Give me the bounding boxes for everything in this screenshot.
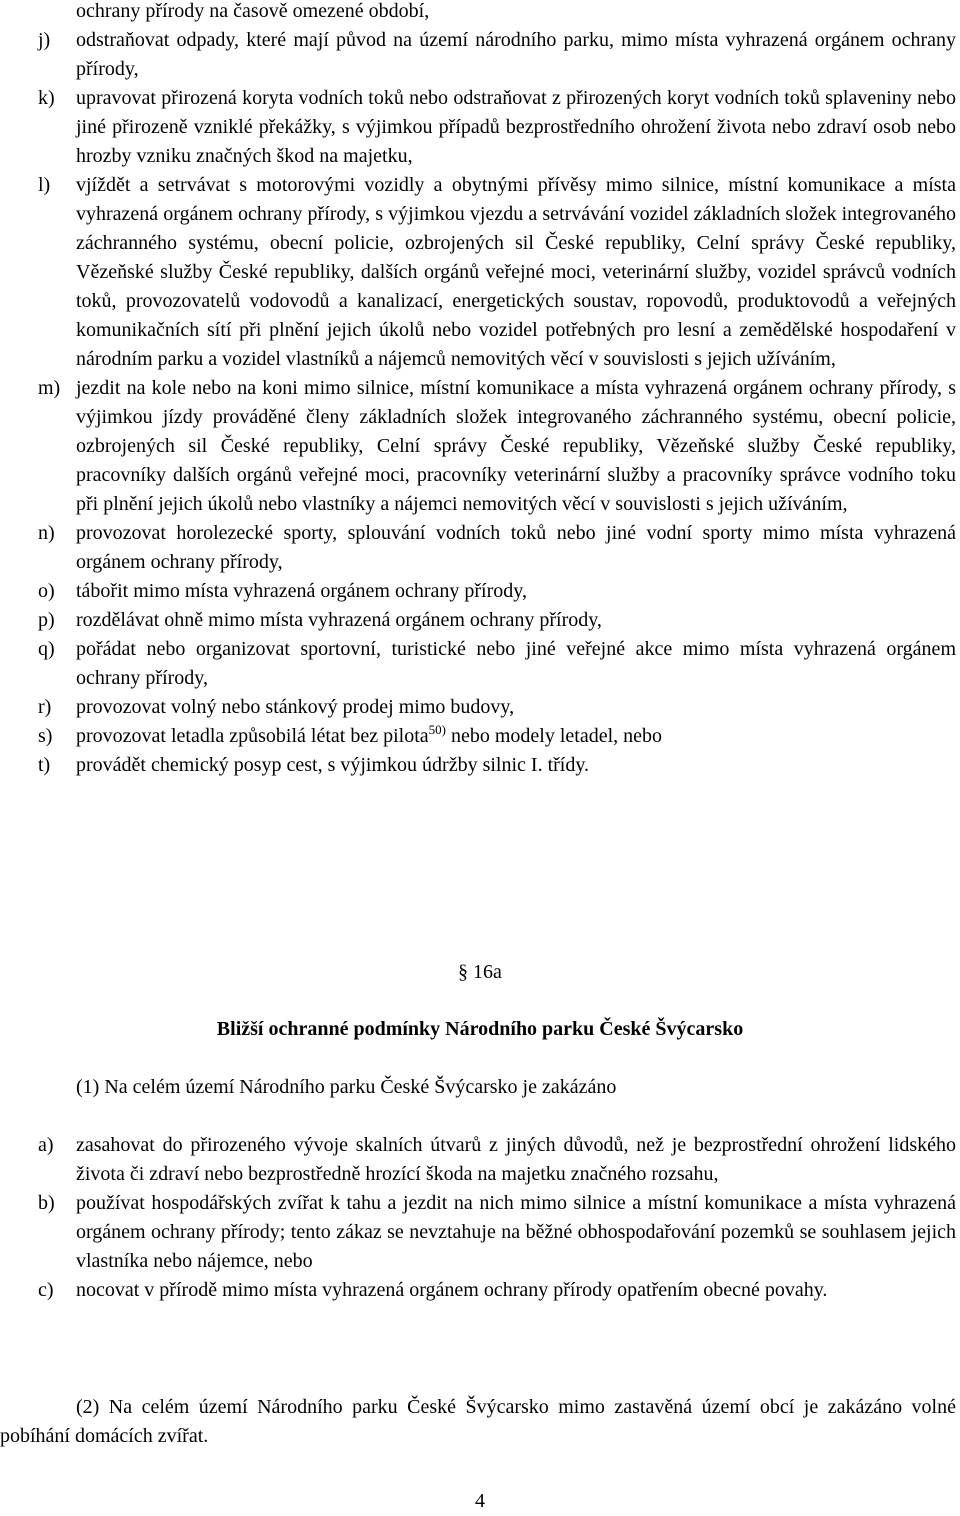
list-marker: q) [38,638,55,660]
list-item-text: provozovat volný nebo stánkový prodej mimo budovy, [76,696,515,718]
list-marker: j) [38,29,51,51]
list-marker: b) [38,1192,55,1214]
list-item-j [0,26,956,84]
list-item-text: vjíždět a setrvávat s motorovými vozidly a obytnými přívěsy mimo silnice, místní komunikace a místa vyhrazená orgánem ochrany přírody, s výjimkou vjezdu a setrvávání vozidel základních složek integrovaného záchranného systému, obecní policie, ozbrojených sil České republiky, Celní správy České republiky, Vězeňské služby České republiky, dalších orgánů veřejné moci, veterinární služby, vozidel správců vodních toků, provozovatelů vodovodů a kanalizací, energetických soustav, ropovodů, produktovodů a veřejných komunikačních sítí při plnění jejich úkolů nebo vozidel potřebných pro lesní a zemědělské hospodaření v národním parku a vozidel vlastníků a nájemců nemovitých věcí v souvislosti s jejich užíváním, [76,174,956,370]
list-item-text: odstraňovat odpady, které mají původ na území národního parku, mimo místa vyhrazená orgánem ochrany přírody, [76,29,956,80]
list-item-q [0,635,956,693]
list-item-o [0,577,956,606]
footnote-reference[interactable]: 50) [428,722,446,737]
list-item-text-before: provozovat letadla způsobilá létat bez pilota [76,725,429,747]
list-item-text: pořádat nebo organizovat sportovní, turistické nebo jiné veřejné akce mimo místa vyhrazená orgánem ochrany přírody, [76,638,956,689]
list-marker: p) [38,609,55,631]
list-item-b [0,1189,956,1276]
list-item-a [0,1131,956,1189]
list-item-k [0,84,956,171]
list-item-text: rozdělávat ohně mimo místa vyhrazená orgánem ochrany přírody, [76,609,602,631]
list-marker: t) [38,754,51,776]
list-item-r [0,693,956,722]
paragraph-2: (2) Na celém území Národního parku České Švýcarsko mimo zastavěná území obcí je zakázáno volné pobíhání domácích zvířat. [0,1396,956,1447]
list-marker: s) [38,725,53,747]
section-number: § 16a [458,961,502,983]
list-item-l [0,171,956,374]
list-marker: a) [38,1134,54,1156]
list-item-text: upravovat přirozená koryta vodních toků nebo odstraňovat z přirozených koryt vodních toků splaveniny nebo jiné přirozeně vzniklé překážky, s výjimkou případů bezprostředního ohrožení života nebo zdraví osob nebo hrozby vzniku značných škod na majetku, [76,87,956,167]
list-item-text: ochrany přírody na časově omezené období, [76,0,430,22]
list-item-n [0,519,956,577]
list-marker: n) [38,522,55,544]
list-item-text: používat hospodářských zvířat k tahu a jezdit na nich mimo silnice a místní komunikace a místa vyhrazená orgánem ochrany přírody; tento zákaz se nevztahuje na běžné obhospodařování pozemků se souhlasem jejich vlastníka nebo nájemce, nebo [76,1192,956,1272]
list-item-text: jezdit na kole nebo na koni mimo silnice, místní komunikace a místa vyhrazená orgánem ochrany přírody, s výjimkou jízdy prováděné členy základních složek integrovaného záchranného systému, obecní policie, ozbrojených sil České republiky, Celní správy České republiky, Vězeňské služby České republiky, pracovníky dalších orgánů veřejné moci, pracovníky veterinární služby a pracovníky správce vodního toku při plnění jejich úkolů nebo vlastníky a nájemci nemovitých věcí v souvislosti s jejich užíváním, [76,377,956,515]
list-marker: r) [38,696,52,718]
list-item-s [0,722,956,751]
list-item-continuation [0,0,956,26]
list-item-text: nocovat v přírodě mimo místa vyhrazená orgánem ochrany přírody opatřením obecné povahy. [76,1279,828,1301]
list-item-text: provozovat horolezecké sporty, splouvání vodních toků nebo jiné vodní sporty mimo místa vyhrazená orgánem ochrany přírody, [76,522,956,573]
list-item-text-after: nebo modely letadel, nebo [446,725,663,747]
list-marker: l) [38,174,51,196]
list-marker: o) [38,580,55,602]
list-item-p [0,606,956,635]
paragraph-1-intro: (1) Na celém území Národního parku České Švýcarsko je zakázáno [76,1076,617,1098]
list-item-text: zasahovat do přirozeného vývoje skalních útvarů z jiných důvodů, než je bezprostřední ohrožení lidského života či zdraví nebo bezprostředně hrozící škoda na majetku značného rozsahu, [76,1134,956,1185]
page-number: 4 [475,1490,485,1512]
list-marker: k) [38,87,55,109]
list-item-text: tábořit mimo místa vyhrazená orgánem ochrany přírody, [76,580,527,602]
list-item-c [0,1276,956,1305]
list-item-t [0,751,956,780]
list-item-text: provádět chemický posyp cest, s výjimkou údržby silnic I. třídy. [76,754,590,776]
list-marker: m) [38,377,61,399]
list-item-text [76,722,956,751]
prohibition-list-paragraph-1 [0,1131,956,1305]
section-title: Bližší ochranné podmínky Národního parku České Švýcarsko [216,1018,744,1040]
list-item-m [0,374,956,519]
list-marker: c) [38,1279,54,1301]
